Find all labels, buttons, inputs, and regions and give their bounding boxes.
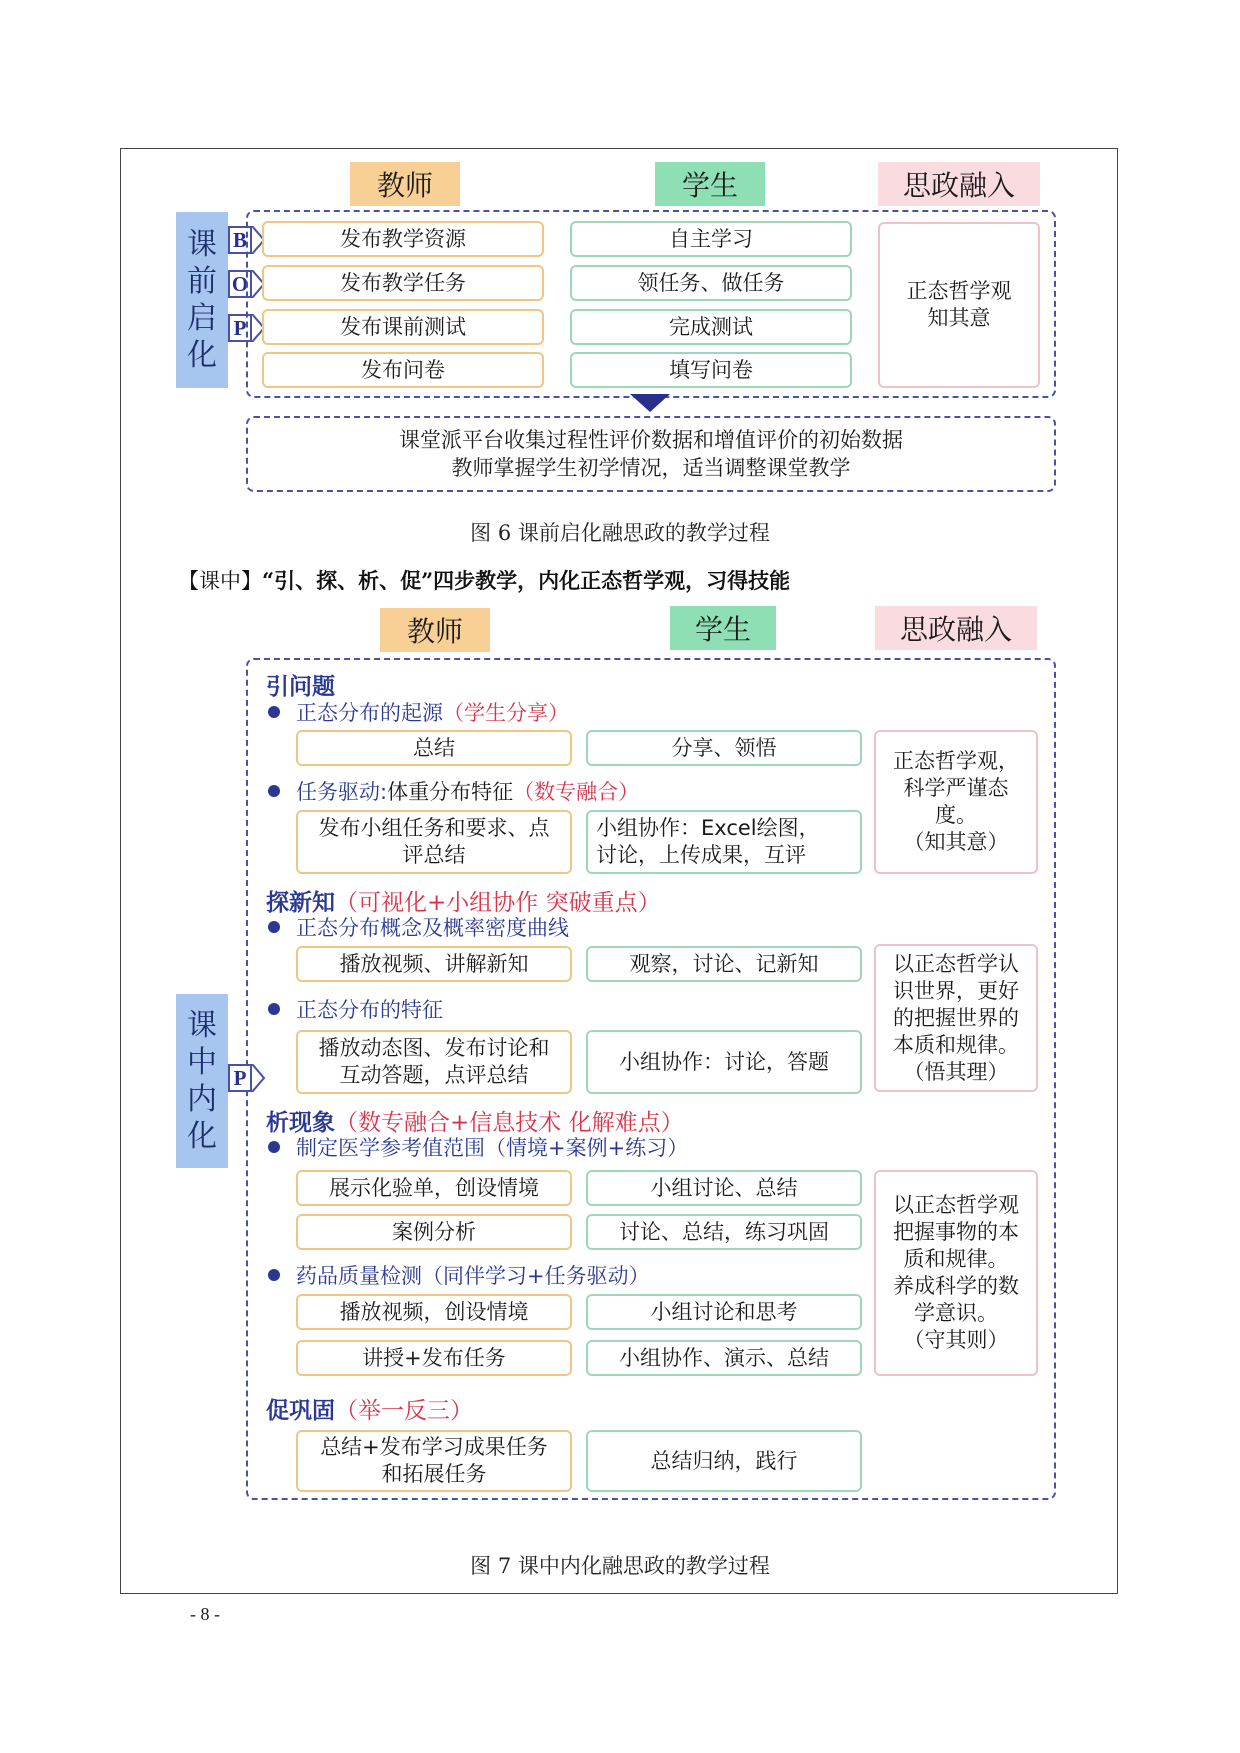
- teacher-step: 发布教学资源: [262, 221, 544, 257]
- ideology-line: 学意识。: [914, 1301, 998, 1325]
- ideology-line: 正态哲学观: [906, 279, 1012, 303]
- tag-o-letter: O: [231, 271, 249, 296]
- box-line: 评总结: [402, 843, 466, 867]
- box-line: 播放动态图、发布讨论和: [318, 1036, 550, 1060]
- ideology-line: 以正态哲学认: [893, 951, 1019, 976]
- bullet-dot-icon: [268, 785, 280, 797]
- side-char: 化: [187, 338, 217, 373]
- box-line: 和拓展任务: [381, 1462, 487, 1486]
- bullet-dot-icon: [268, 921, 280, 933]
- bullet-item: [268, 697, 569, 727]
- arrow-right-icon: [252, 1064, 266, 1092]
- bullet-extra: （学生分享）: [443, 701, 569, 725]
- ideology-line: 正态哲学观，: [893, 749, 1019, 773]
- ideology-line: （知其意）: [903, 830, 1009, 854]
- ideology-line: 科学严谨态度。: [903, 776, 1009, 827]
- teacher-step: [296, 1430, 572, 1492]
- student-step: [586, 810, 862, 874]
- teacher-step: [296, 810, 572, 874]
- header-student: 学生: [655, 162, 765, 206]
- bullet-text: 正态分布的特征: [296, 998, 443, 1022]
- preclass-summary-box: [246, 416, 1056, 492]
- header-ideology: 思政融入: [875, 606, 1037, 650]
- section-title: 促巩固: [266, 1398, 335, 1424]
- teacher-step: 发布教学任务: [262, 265, 544, 301]
- teacher-step: 发布课前测试: [262, 309, 544, 345]
- student-step: 填写问卷: [570, 352, 852, 388]
- side-label-preclass: [176, 212, 228, 388]
- lesson-title: “引、探、析、促”四步教学，内化正态哲学观，习得技能: [262, 568, 791, 593]
- section-title: 析现象: [266, 1110, 335, 1136]
- side-char: 课: [187, 1008, 217, 1043]
- figure-6-caption: 图 6 课前启化融思政的教学过程: [470, 521, 770, 545]
- student-step: 小组讨论和思考: [586, 1294, 862, 1330]
- header-ideology: 思政融入: [878, 162, 1040, 206]
- student-step: 小组讨论、总结: [586, 1170, 862, 1206]
- lesson-tag: 课中: [199, 569, 241, 593]
- teacher-step: 案例分析: [296, 1214, 572, 1250]
- bullet-item: [268, 1132, 688, 1162]
- bullet-extra: （数专融合）: [513, 780, 640, 804]
- header-teacher: 教师: [380, 608, 490, 652]
- ideology-line: 养成科学的数: [893, 1274, 1019, 1298]
- section-extra: （数专融合+信息技术 化解难点）: [335, 1110, 684, 1136]
- section-extra: （可视化+小组协作 突破重点）: [335, 890, 661, 916]
- bullet-subject: 体重分布特征: [387, 780, 514, 804]
- figure-7-caption: 图 7 课中内化融思政的教学过程: [470, 1554, 770, 1578]
- tag-p-letter: P: [233, 1065, 247, 1090]
- tag-p-letter: P: [233, 315, 247, 340]
- student-step: 分享、领悟: [586, 730, 862, 766]
- bullet-dot-icon: [268, 1141, 280, 1153]
- ideology-line: 识世界，更好: [893, 978, 1019, 1003]
- student-step: 完成测试: [570, 309, 852, 345]
- side-char: 内: [187, 1082, 217, 1117]
- ideology-box: [874, 730, 1038, 874]
- student-step: 观察，讨论、记新知: [586, 946, 862, 982]
- ideology-box: [874, 1170, 1038, 1376]
- bullet-text: 制定医学参考值范围（情境+案例+练习）: [296, 1136, 689, 1160]
- tag-p: [228, 1064, 252, 1092]
- page-number: - 8 -: [190, 1604, 220, 1624]
- section-title-consolidate: [266, 1392, 473, 1425]
- lesson-bracket-open: 【: [178, 569, 199, 593]
- ideology-line: 本质和规律。: [893, 1032, 1019, 1057]
- side-char: 课: [187, 227, 217, 262]
- student-step: 自主学习: [570, 221, 852, 257]
- ideology-line: （守其则）: [903, 1328, 1009, 1352]
- ideology-line: 把握事物的本: [893, 1220, 1019, 1244]
- teacher-step: 播放视频、讲解新知: [296, 946, 572, 982]
- bullet-dot-icon: [268, 1003, 280, 1015]
- section-title: 引问题: [266, 674, 335, 700]
- student-step: 讨论、总结，练习巩固: [586, 1214, 862, 1250]
- summary-line: 教师掌握学生初学情况，适当调整课堂教学: [451, 456, 851, 480]
- student-step: 小组协作：讨论，答题: [586, 1030, 862, 1094]
- ideology-box: [874, 944, 1038, 1092]
- teacher-step: 讲授+发布任务: [296, 1340, 572, 1376]
- ideology-box: [878, 222, 1040, 388]
- side-char: 启: [187, 301, 217, 336]
- student-step: 小组协作、演示、总结: [586, 1340, 862, 1376]
- ideology-line: 质和规律。: [903, 1247, 1009, 1271]
- student-step: 总结归纳，践行: [586, 1430, 862, 1492]
- bullet-item: [268, 912, 569, 942]
- box-line: 发布小组任务和要求、点: [318, 816, 550, 840]
- ideology-line: 的把握世界的: [893, 1005, 1019, 1030]
- teacher-step: 发布问卷: [262, 352, 544, 388]
- teacher-step: 播放视频，创设情境: [296, 1294, 572, 1330]
- side-char: 中: [187, 1045, 217, 1080]
- bullet-dot-icon: [268, 706, 280, 718]
- bullet-item: [268, 994, 443, 1024]
- bullet-dot-icon: [268, 1269, 280, 1281]
- side-char: 前: [187, 264, 217, 299]
- box-line: 小组协作：Excel绘图，: [596, 816, 820, 840]
- teacher-step: 展示化验单，创设情境: [296, 1170, 572, 1206]
- header-student: 学生: [670, 606, 776, 650]
- summary-line: 课堂派平台收集过程性评价数据和增值评价的初始数据: [399, 428, 903, 452]
- section-extra: （举一反三）: [335, 1398, 473, 1424]
- side-char: 化: [187, 1119, 217, 1154]
- box-line: 总结+发布学习成果任务: [320, 1435, 548, 1459]
- bullet-item: [268, 776, 639, 806]
- teacher-step: 总结: [296, 730, 572, 766]
- student-step: 领任务、做任务: [570, 265, 852, 301]
- teacher-step: [296, 1030, 572, 1094]
- bullet-text: 正态分布的起源: [296, 701, 443, 725]
- ideology-line: （悟其理）: [903, 1059, 1009, 1084]
- section-title: 探新知: [266, 890, 335, 916]
- bullet-item: [268, 1260, 650, 1290]
- lesson-heading: [178, 565, 790, 595]
- side-label-inclass: [176, 994, 228, 1168]
- ideology-line: 以正态哲学观: [893, 1193, 1019, 1217]
- box-line: 讨论，上传成果，互评: [596, 843, 806, 867]
- bullet-text: 任务驱动:: [296, 780, 388, 804]
- arrow-down-icon: [630, 394, 670, 414]
- tag-b-letter: B: [232, 227, 247, 252]
- ideology-line: 知其意: [927, 306, 991, 330]
- header-teacher: 教师: [350, 162, 460, 206]
- box-line: 互动答题，点评总结: [339, 1063, 529, 1087]
- bullet-text: 药品质量检测（同伴学习+任务驱动）: [296, 1264, 650, 1288]
- lesson-bracket-close: 】: [241, 569, 262, 593]
- bullet-text: 正态分布概念及概率密度曲线: [296, 916, 569, 940]
